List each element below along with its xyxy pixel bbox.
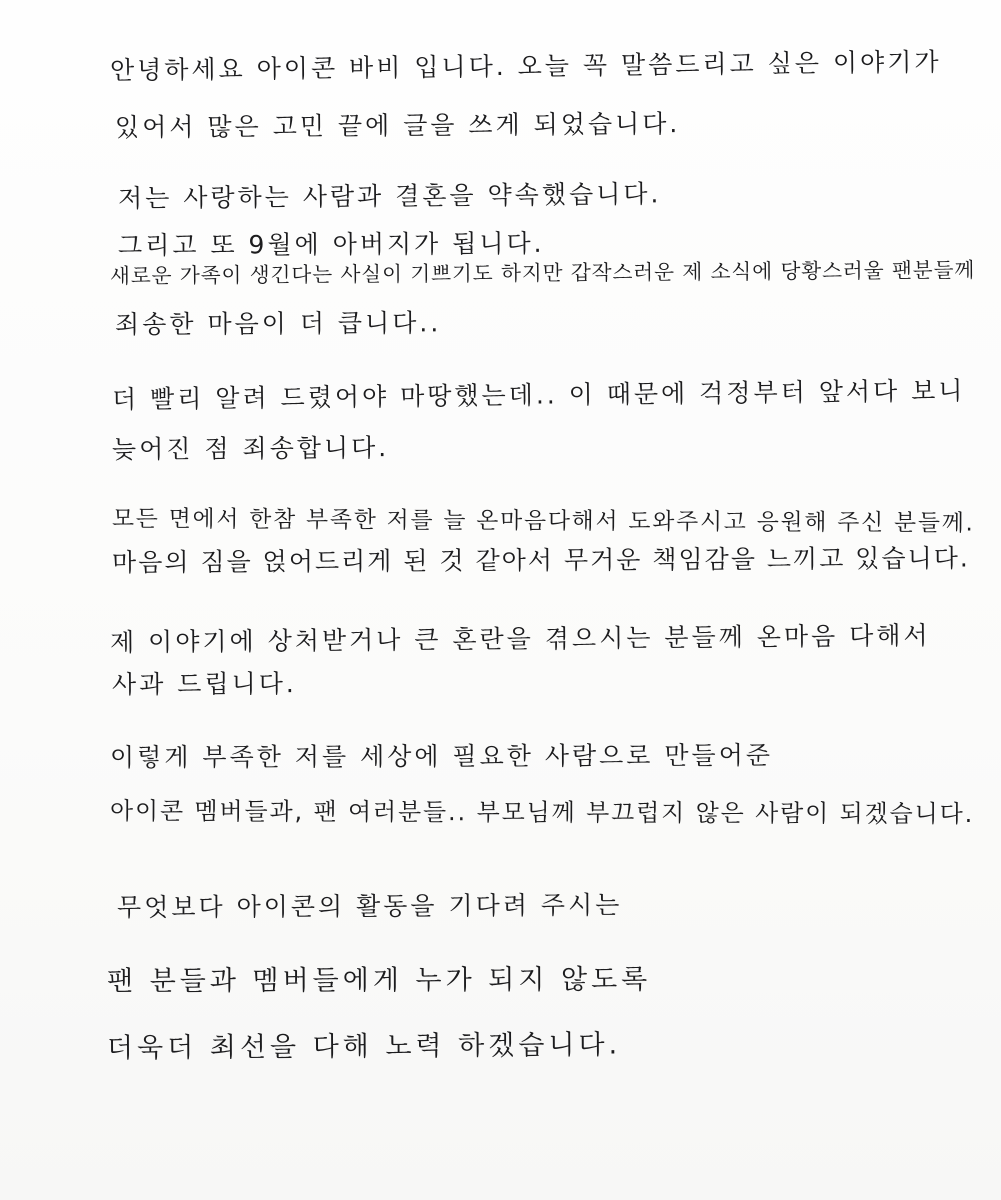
letter-line-2: 있어서 많은 고민 끝에 글을 쓰게 되었습니다.	[114, 109, 681, 142]
letter-line-7: 더 빨리 알려 드렸어야 마땅했는데.. 이 때문에 걱정부터 앞서다 보니	[111, 376, 966, 414]
letter-line-14: 아이콘 멤버들과, 팬 여러분들.. 부모님께 부끄럽지 않은 사람이 되겠습니다.	[109, 797, 975, 829]
letter-line-11: 제 이야기에 상처받거나 큰 혼란을 겪으시는 분들께 온마음 다해서	[109, 620, 931, 657]
letter-line-17: 더욱더 최선을 다해 노력 하겠습니다.	[106, 1029, 622, 1064]
letter-line-1: 안녕하세요 아이콘 바비 입니다. 오늘 꼭 말씀드리고 싶은 이야기가	[109, 47, 942, 85]
letter-line-16: 팬 분들과 멤버들에게 누가 되지 않도록	[106, 964, 652, 997]
letter-line-15: 무엇보다 아이콘의 활동을 기다려 주시는	[116, 890, 623, 922]
letter-line-10: 마음의 짐을 얹어드리게 된 것 같아서 무거운 책임감을 느끼고 있습니다.	[111, 543, 970, 577]
letter-line-8: 늦어진 점 죄송합니다.	[111, 433, 390, 464]
letter-line-6: 죄송한 마음이 더 큽니다..	[114, 308, 442, 339]
letter-line-13: 이렇게 부족한 저를 세상에 필요한 사람으로 만들어준	[109, 740, 774, 772]
letter-line-5: 새로운 가족이 생긴다는 사실이 기쁘기도 하지만 갑작스러운 제 소식에 당황스러울 팬분들께	[109, 257, 976, 288]
letter-line-3: 저는 사랑하는 사람과 결혼을 약속했습니다.	[117, 179, 662, 213]
letter-line-9: 모든 면에서 한참 부족한 저를 늘 온마음다해서 도와주시고 응원해 주신 분들께.	[111, 506, 975, 537]
letter-line-4: 그리고 또 9월에 아버지가 됩니다.	[117, 228, 545, 260]
letter-line-12: 사과 드립니다.	[111, 669, 297, 699]
